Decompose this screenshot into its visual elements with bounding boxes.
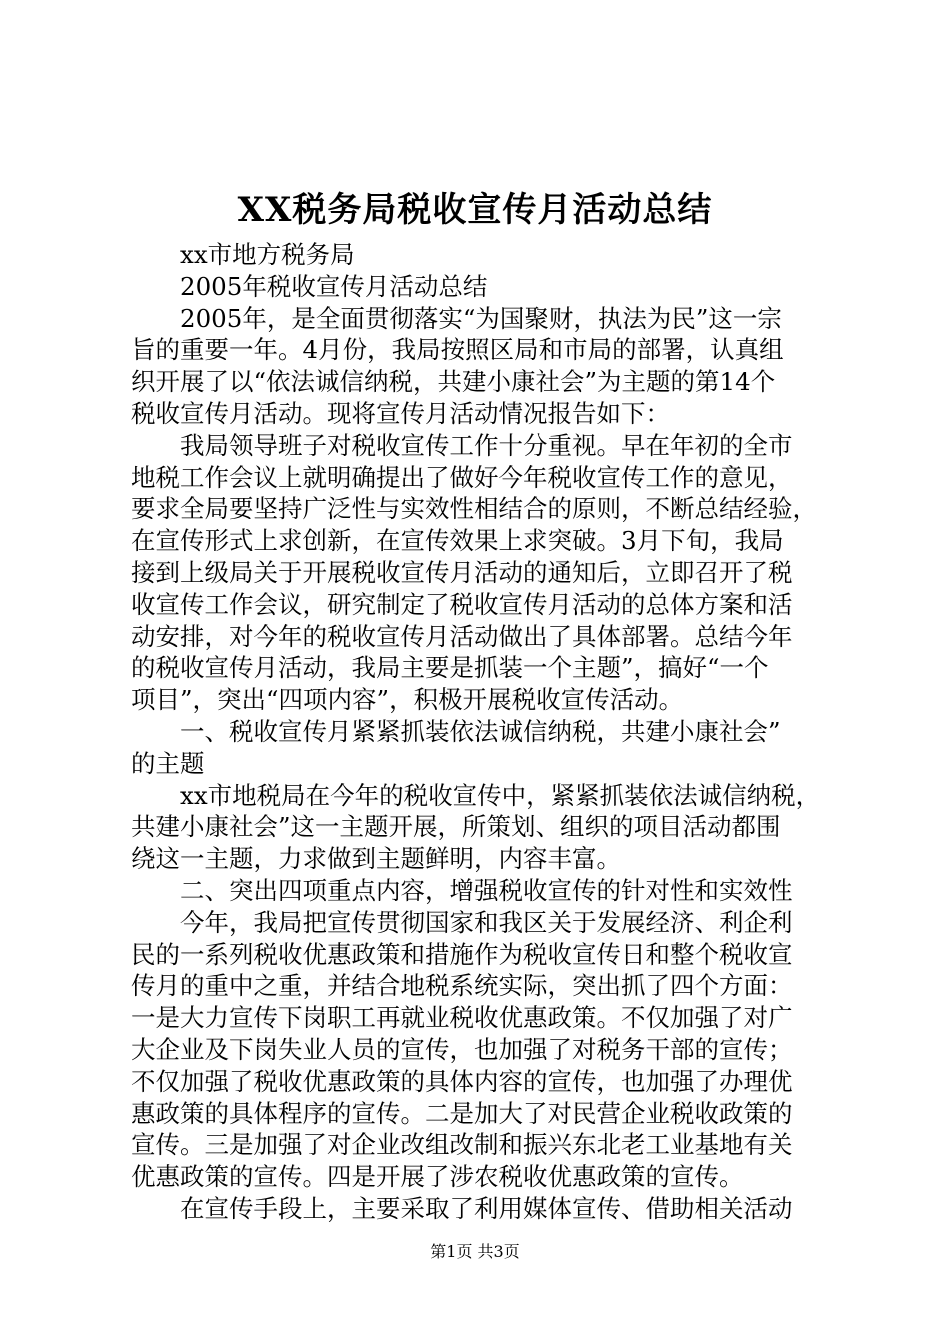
body-line: 税收宣传月活动。现将宣传月活动情况报告如下： xyxy=(131,398,670,428)
body-line: 地税工作会议上就明确提出了做好今年税收宣传工作的意见， xyxy=(131,462,793,492)
body-line: 宣传。三是加强了对企业改组改制和振兴东北老工业基地有关 xyxy=(131,1130,793,1160)
body-line: 在宣传形式上求创新，在宣传效果上求突破。3月下旬，我局 xyxy=(131,526,784,556)
body-line: 我局领导班子对税收宣传工作十分重视。早在年初的全市 xyxy=(180,430,793,460)
body-line: 在宣传手段上，主要采取了利用媒体宣传、借助相关活动 xyxy=(180,1193,793,1223)
body-line: 共建小康社会”这一主题开展，所策划、组织的项目活动都围 xyxy=(131,812,781,842)
body-line: 2005年税收宣传月活动总结 xyxy=(180,271,488,301)
document-title: XX税务局税收宣传月活动总结 xyxy=(237,190,713,230)
body-line: 接到上级局关于开展税收宣传月活动的通知后，立即召开了税 xyxy=(131,557,793,587)
body-line: 的税收宣传月活动，我局主要是抓装一个主题”，搞好“一个 xyxy=(131,653,769,683)
body-line: 2005年，是全面贯彻落实“为国聚财，执法为民”这一宗 xyxy=(180,303,782,333)
document-body xyxy=(131,239,821,1225)
body-line: 旨的重要一年。4月份，我局按照区局和市局的部署，认真组 xyxy=(131,335,784,365)
body-line: 二、突出四项重点内容，增强税收宣传的针对性和实效性 xyxy=(180,875,793,905)
body-line: xx市地税局在今年的税收宣传中，紧紧抓装依法诚信纳税， xyxy=(180,780,821,810)
body-line: 惠政策的具体程序的宣传。二是加大了对民营企业税收政策的 xyxy=(131,1098,793,1128)
body-line: 动安排，对今年的税收宣传月活动做出了具体部署。总结今年 xyxy=(131,621,793,651)
body-line: 民的一系列税收优惠政策和措施作为税收宣传日和整个税收宣 xyxy=(131,939,793,969)
body-line: 的主题 xyxy=(131,748,205,778)
body-line: 传月的重中之重，并结合地税系统实际，突出抓了四个方面： xyxy=(131,971,793,1001)
body-line: 大企业及下岗失业人员的宣传，也加强了对税务干部的宣传； xyxy=(131,1034,793,1064)
body-line: 要求全局要坚持广泛性与实效性相结合的原则，不断总结经验， xyxy=(131,494,817,524)
page-footer: 第1页 共3页 xyxy=(430,1242,520,1261)
body-line: 绕这一主题，力求做到主题鲜明，内容丰富。 xyxy=(131,844,621,874)
body-line: 项目”，突出“四项内容”，积极开展税收宣传活动。 xyxy=(131,685,684,715)
body-line: 一是大力宣传下岗职工再就业税收优惠政策。不仅加强了对广 xyxy=(131,1003,793,1033)
body-line: 不仅加强了税收优惠政策的具体内容的宣传，也加强了办理优 xyxy=(131,1066,793,1096)
body-line: xx市地方税务局 xyxy=(180,240,355,269)
body-line: 今年，我局把宣传贯彻国家和我区关于发展经济、利企利 xyxy=(180,907,793,937)
body-line: 织开展了以“依法诚信纳税，共建小康社会”为主题的第14个 xyxy=(131,367,776,397)
body-line: 一、税收宣传月紧紧抓装依法诚信纳税，共建小康社会” xyxy=(180,716,781,746)
body-line: 收宣传工作会议，研究制定了税收宣传月活动的总体方案和活 xyxy=(131,589,793,619)
body-line: 优惠政策的宣传。四是开展了涉农税收优惠政策的宣传。 xyxy=(131,1162,744,1192)
